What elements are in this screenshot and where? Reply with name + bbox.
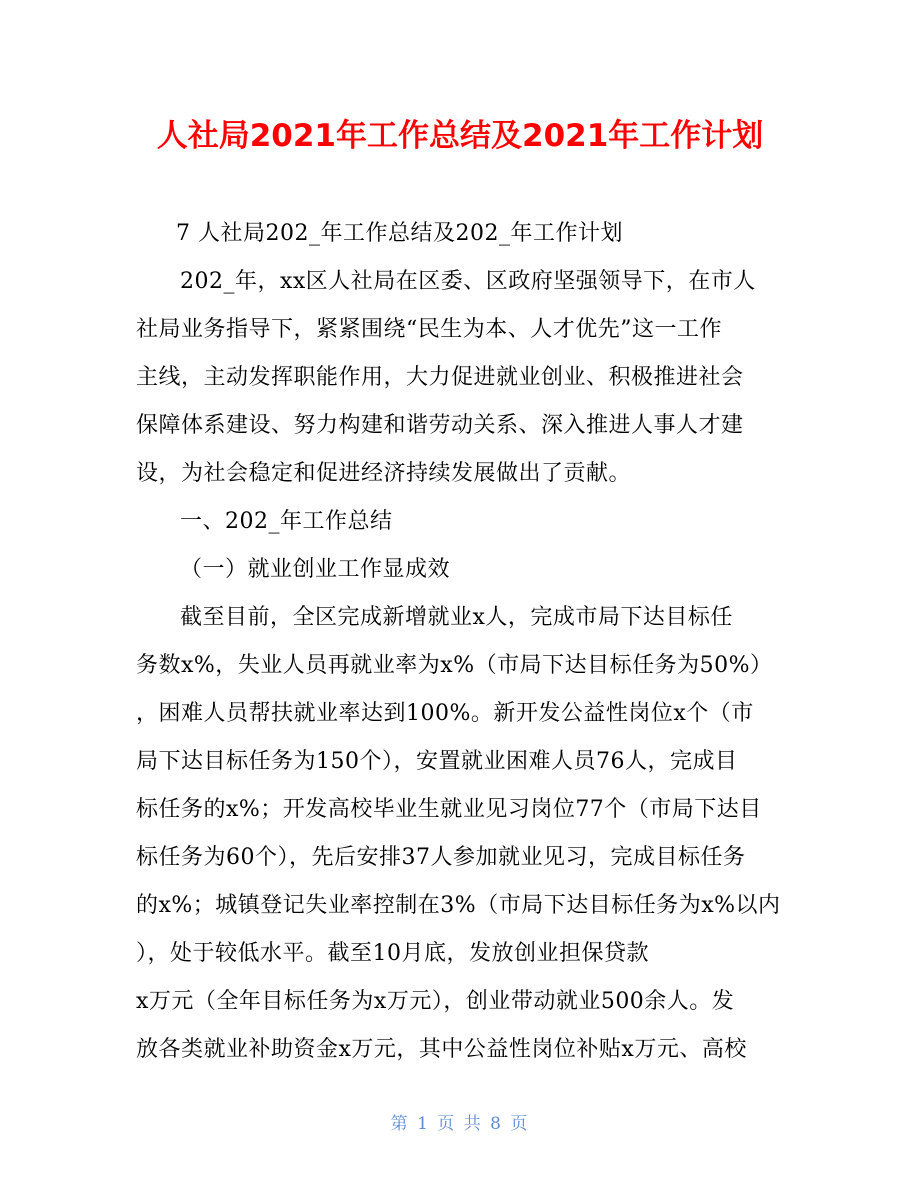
document-title: 人社局2021年工作总结及2021年工作计划 [156,118,764,154]
intro-line: 202_年，xx区人社局在区委、区政府坚强领导下，在市人 [180,269,756,294]
employment-line: 放各类就业补助资金x万元，其中公益性岗位补贴x万元、高校 [136,1037,747,1062]
subtitle-line: 7 人社局202_年工作总结及202_年工作计划 [176,221,623,246]
employment-line: ），处于较低水平。截至10月底，发放创业担保贷款 [136,941,649,966]
intro-line: 保障体系建设、努力构建和谐劳动关系、深入推进人事人才建 [136,413,744,438]
subsection-heading: （一）就业创业工作显成效 [180,557,451,582]
employment-line: 标任务为60个），先后安排37人参加就业见习，完成目标任务 [136,845,746,870]
intro-line: 社局业务指导下，紧紧围绕“民生为本、人才优先”这一工作 [136,317,722,342]
intro-paragraph [136,258,784,498]
employment-line: 务数x%，失业人员再就业率为x%（市局下达目标任务为50%） [136,653,773,678]
section-heading: 一、202_年工作总结 [180,509,393,534]
page-number-footer: 第 1 页 共 8 页 [390,1114,530,1134]
intro-line: 主线，主动发挥职能作用，大力促进就业创业、积极推进社会 [136,365,744,390]
employment-line: 截至目前，全区完成新增就业x人，完成市局下达目标任 [180,605,733,630]
employment-line: 局下达目标任务为150个），安置就业困难人员76人，完成目 [136,749,738,774]
employment-line: 的x%；城镇登记失业率控制在3%（市局下达目标任务为x%以内 [136,893,781,918]
employment-line: x万元（全年目标任务为x万元），创业带动就业500余人。发 [136,989,735,1014]
employment-line: ，困难人员帮扶就业率达到100%。新开发公益性岗位x个（市 [136,701,754,726]
employment-line: 标任务的x%；开发高校毕业生就业见习岗位77个（市局下达目 [136,797,762,822]
document-body [136,210,784,1074]
intro-line: 设，为社会稳定和促进经济持续发展做出了贡献。 [136,461,632,486]
employment-paragraph [136,594,784,1074]
